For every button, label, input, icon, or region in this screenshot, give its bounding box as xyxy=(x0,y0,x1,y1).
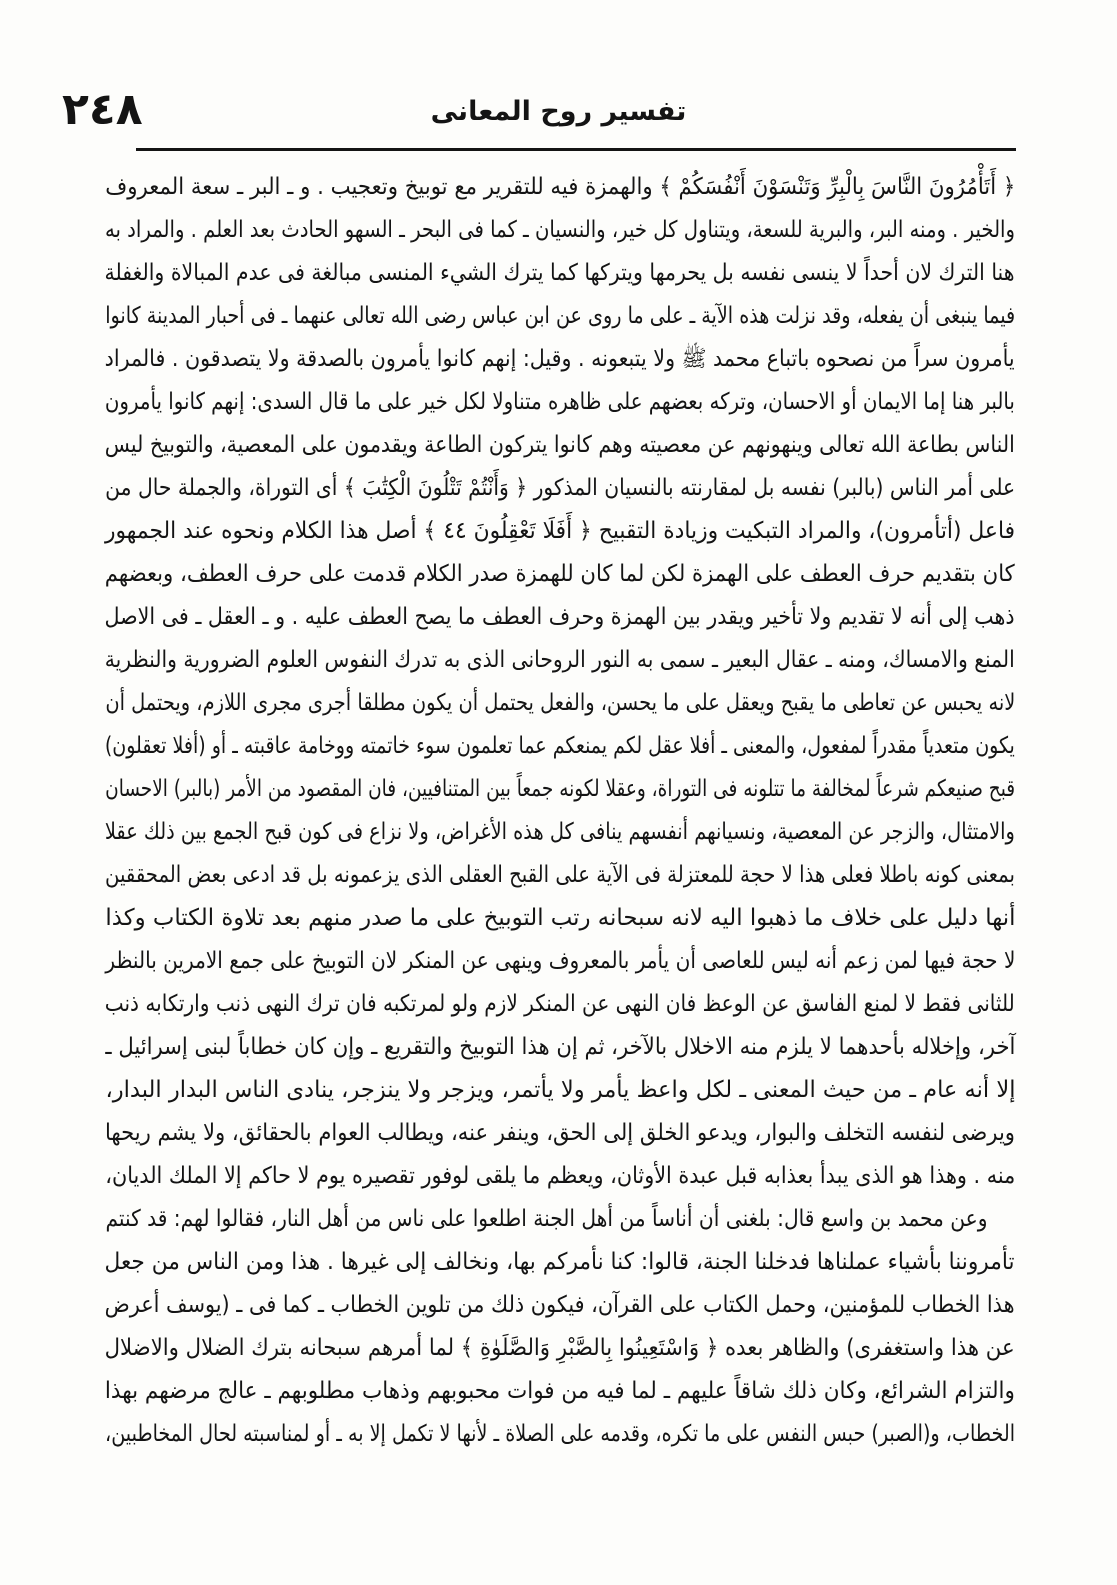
text-line xyxy=(105,725,1015,768)
text-line xyxy=(105,1327,1015,1370)
text-line xyxy=(105,1026,1015,1069)
text-line-content: للثانى فقط لا لمنع الفاسق عن الوعظ فان النهى عن المنكر لازم ولو لمرتكبه فان ترك النهى ذنب وارتكابه ذنب xyxy=(105,991,1015,1017)
text-line-content: يأمرون سراً من نصحوه باتباع محمد ﷺ ولا يتبعونه . وقيل: إنهم كانوا يأمرون بالصدقة ولا يتصدقون . فالمراد xyxy=(105,346,1015,372)
text-line-content: كان بتقديم حرف العطف على الهمزة لكن لما كان للهمزة صدر الكلام قدمت على حرف العطف، وبعضهم xyxy=(105,561,1015,587)
text-line xyxy=(105,768,1015,811)
page-number: ٢٤٨ xyxy=(62,84,143,135)
text-line-content: لا حجة فيها لمن زعم أنه ليس للعاصى أن يأمر بالمعروف وينهى عن المنكر لان التوبيخ على جمع الامرين بالنظر xyxy=(105,948,1015,974)
text-line xyxy=(105,854,1015,897)
text-line-content: والامتثال، والزجر عن المعصية، ونسيانهم أنفسهم ينافى كل هذه الأغراض، ولا نزاع فى كون قبح الجمع بين ذلك عقلا xyxy=(105,819,1015,845)
text-line-content: وعن محمد بن واسع قال: بلغنى أن أناساً من أهل الجنة اطلعوا على ناس من أهل النار، فقالوا لهم: قد كنتم xyxy=(105,1206,987,1232)
text-line-content: تأمروننا بأشياء عملناها فدخلنا الجنة، قالوا: كنا نأمركم بها، ونخالف إلى غيرها . هذا ومن الناس من جعل xyxy=(105,1249,1015,1275)
text-line-content: والتزام الشرائع، وكان ذلك شاقاً عليهم ـ لما فيه من فوات محبوبهم وذهاب مطلوبهم ـ عالج مرضهم بهذا xyxy=(105,1378,1015,1404)
running-title: تفسير روح المعانى xyxy=(430,96,687,127)
text-line xyxy=(105,467,1015,510)
text-line xyxy=(105,424,1015,467)
text-line xyxy=(105,252,1015,295)
text-line-content: ذهب إلى أنه لا تقديم ولا تأخير ويقدر بين الهمزة وحرف العطف ما يصح العطف عليه . و ـ العقل ـ فى الاصل xyxy=(105,604,1015,630)
text-line-content: بالبر هنا إما الايمان أو الاحسان، وتركه بعضهم على ظاهره متناولا لكل خير على ما قال السدى: إنهم كانوا يأمرون xyxy=(105,389,1015,415)
text-line-content: فيما ينبغى أن يفعله، وقد نزلت هذه الآية ـ على ما روى عن ابن عباس رضى الله تعالى عنهما ـ فى أحبار المدينة كانوا xyxy=(105,303,1015,329)
text-line-content: المنع والامساك، ومنه ـ عقال البعير ـ سمى به النور الروحانى الذى به تدرك النفوس العلوم الضرورية والنظرية xyxy=(105,647,1015,673)
text-line xyxy=(105,682,1015,725)
body-text xyxy=(105,166,1015,1456)
text-line xyxy=(105,1370,1015,1413)
text-line-content: أنها دليل على خلاف ما ذهبوا اليه لانه سبحانه رتب التوبيخ على ما صدر منهم بعد تلاوة الكتاب وكذا xyxy=(105,905,1015,931)
text-line-content: الناس بطاعة الله تعالى وينهونهم عن معصيته وهم كانوا يتركون الطاعة ويقدمون على المعصية، والتوبيخ ليس xyxy=(105,432,1015,458)
text-line-content: يكون متعدياً مقدراً لمفعول، والمعنى ـ أفلا عقل لكم يمنعكم عما تعلمون سوء خاتمته ووخامة عاقبته ـ أو (أفلا تعقلون) xyxy=(105,733,1015,759)
text-line xyxy=(105,1241,1015,1284)
text-line xyxy=(105,811,1015,854)
text-line xyxy=(105,209,1015,252)
text-line xyxy=(105,1155,1015,1198)
text-line xyxy=(105,338,1015,381)
text-line xyxy=(105,983,1015,1026)
text-line-content: عن هذا واستغفرى) والظاهر بعده ﴿ وَاسْتَعِينُوا بِالصَّبْرِ وَالصَّلَوٰةِ ﴾ لما أمرهم سبحانه بترك الضلال والاضلال xyxy=(105,1335,1015,1361)
text-line-content: لانه يحبس عن تعاطى ما يقبح ويعقل على ما يحسن، والفعل يحتمل أن يكون مطلقا أجرى مجرى اللازم، ويحتمل أن xyxy=(105,690,1015,716)
text-line-content: هذا الخطاب للمؤمنين، وحمل الكتاب على القرآن، فيكون ذلك من تلوين الخطاب ـ كما فى ـ (يوسف أعرض xyxy=(105,1292,1015,1318)
text-line-content: والخير . ومنه البر، والبرية للسعة، ويتناول كل خير، والنسيان ـ كما فى البحر ـ السهو الحادث بعد العلم . والمراد به xyxy=(105,217,1015,243)
text-line xyxy=(105,596,1015,639)
text-line xyxy=(105,1112,1015,1155)
text-line xyxy=(105,940,1015,983)
text-line xyxy=(105,381,1015,424)
text-line-content: منه . وهذا هو الذى يبدأ بعذابه قبل عبدة الأوثان، ويعظم ما يلقى لوفور تقصيره يوم لا حاكم إلا الملك الديان، xyxy=(105,1163,1015,1189)
text-line-content: ﴿ أَتَأْمُرُونَ النَّاسَ بِالْبِرِّ وَتَنْسَوْنَ أَنْفُسَكُمْ ﴾ والهمزة فيه للتقرير مع توبيخ وتعجيب . و ـ البر ـ سعة المعروف xyxy=(105,174,1015,200)
text-line-paragraph-start xyxy=(105,1198,1015,1241)
text-line-content: هنا الترك لان أحداً لا ينسى نفسه بل يحرمها ويتركها كما يترك الشيء المنسى مبالغة فى عدم المبالاة والغفلة xyxy=(105,260,1015,286)
text-line-content: إلا أنه عام ـ من حيث المعنى ـ لكل واعظ يأمر ولا يأتمر، ويزجر ولا ينزجر، ينادى الناس البدار البدار، xyxy=(105,1077,1015,1103)
text-line xyxy=(105,553,1015,596)
text-line xyxy=(105,166,1015,209)
text-line xyxy=(105,897,1015,940)
text-line-content: ويرضى لنفسه التخلف والبوار، ويدعو الخلق إلى الحق، وينفر عنه، ويطالب العوام بالحقائق، ولا يشم ريحها xyxy=(105,1120,1015,1146)
text-line xyxy=(105,1413,1015,1456)
text-line xyxy=(105,1069,1015,1112)
text-line-content: قبح صنيعكم شرعاً لمخالفة ما تتلونه فى التوراة، وعقلا لكونه جمعاً بين المتنافيين، فان المقصود من الأمر (بالبر) الاحسان xyxy=(105,776,1015,802)
text-line-content: فاعل (أتأمرون)، والمراد التبكيت وزيادة التقبيح ﴿ أَفَلَا تَعْقِلُونَ ٤٤ ﴾ أصل هذا الكلام ونحوه عند الجمهور xyxy=(105,518,1016,544)
text-line-content: بمعنى كونه باطلا فعلى هذا لا حجة للمعتزلة فى الآية على القبح العقلى الذى يزعمونه بل قد ادعى بعض المحققين xyxy=(105,862,1015,888)
text-line xyxy=(105,639,1015,682)
header-rule xyxy=(136,148,1016,151)
text-line xyxy=(105,1284,1015,1327)
text-line-content: على أمر الناس (بالبر) نفسه بل لمقارنته بالنسيان المذكور ﴿ وَأَنْتُمْ تَتْلُونَ الْكِتَٰبَ ﴾ أى التوراة، والجملة حال من xyxy=(105,475,1015,501)
text-line xyxy=(105,295,1015,338)
text-line-content: الخطاب، و(الصبر) حبس النفس على ما تكره، وقدمه على الصلاة ـ لأنها لا تكمل إلا به ـ أو لمناسبته لحال المخاطبين، xyxy=(105,1421,1015,1447)
text-line xyxy=(105,510,1015,553)
text-line-content: آخر، وإخلاله بأحدهما لا يلزم منه الاخلال بالآخر، ثم إن هذا التوبيخ والتقريع ـ وإن كان خطاباً لبنى إسرائيل ـ xyxy=(105,1034,1015,1060)
